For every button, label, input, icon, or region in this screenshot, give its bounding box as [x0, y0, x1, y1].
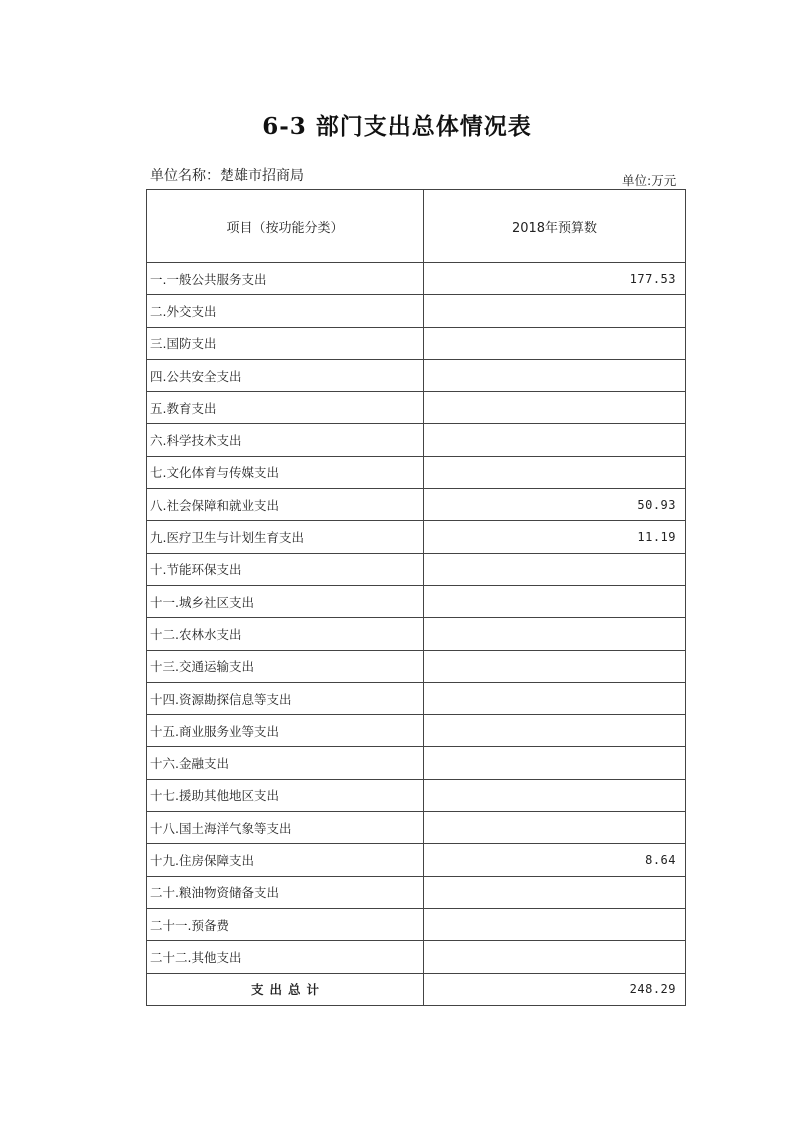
table-row	[147, 844, 686, 876]
table-row	[147, 908, 686, 940]
row-budget-value: 50.93	[424, 489, 686, 521]
row-budget-value	[424, 585, 686, 617]
row-budget-value	[424, 876, 686, 908]
table-header-row	[147, 190, 686, 263]
row-budget-value	[424, 941, 686, 973]
table-row	[147, 876, 686, 908]
table-row	[147, 489, 686, 521]
table-row	[147, 521, 686, 553]
row-item-name: 十七.援助其他地区支出	[147, 779, 424, 811]
row-budget-value: 8.64	[424, 844, 686, 876]
row-budget-value	[424, 779, 686, 811]
total-row	[147, 973, 686, 1005]
row-item-name: 十一.城乡社区支出	[147, 585, 424, 617]
table-row	[147, 779, 686, 811]
column-header-budget: 2018年预算数	[424, 190, 686, 263]
unit-measure: 单位:万元	[622, 173, 677, 188]
table-row	[147, 682, 686, 714]
table-row	[147, 263, 686, 295]
row-item-name: 十.节能环保支出	[147, 553, 424, 585]
row-budget-value	[424, 715, 686, 747]
row-budget-value: 11.19	[424, 521, 686, 553]
row-budget-value	[424, 392, 686, 424]
table-row	[147, 295, 686, 327]
row-budget-value	[424, 682, 686, 714]
row-item-name: 十八.国土海洋气象等支出	[147, 812, 424, 844]
table-row	[147, 392, 686, 424]
row-budget-value	[424, 327, 686, 359]
row-budget-value	[424, 424, 686, 456]
table-row	[147, 715, 686, 747]
table-row	[147, 359, 686, 391]
row-item-name: 三.国防支出	[147, 327, 424, 359]
row-item-name: 十二.农林水支出	[147, 618, 424, 650]
table-row	[147, 618, 686, 650]
row-budget-value	[424, 908, 686, 940]
unit-name: 单位名称：楚雄市招商局	[150, 168, 304, 184]
table-body	[147, 263, 686, 974]
table-row	[147, 941, 686, 973]
page-title: 6-3 部门支出总体情况表	[262, 113, 532, 140]
row-item-name: 一.一般公共服务支出	[147, 263, 424, 295]
row-budget-value	[424, 650, 686, 682]
table-row	[147, 812, 686, 844]
table-row	[147, 650, 686, 682]
row-item-name: 十九.住房保障支出	[147, 844, 424, 876]
row-budget-value	[424, 812, 686, 844]
row-budget-value	[424, 618, 686, 650]
table-row	[147, 327, 686, 359]
row-item-name: 十五.商业服务业等支出	[147, 715, 424, 747]
row-item-name: 十四.资源勘探信息等支出	[147, 682, 424, 714]
total-value: 248.29	[424, 973, 686, 1005]
budget-table	[146, 189, 686, 1006]
row-budget-value: 177.53	[424, 263, 686, 295]
table-row	[147, 424, 686, 456]
row-item-name: 十六.金融支出	[147, 747, 424, 779]
row-item-name: 六.科学技术支出	[147, 424, 424, 456]
table-row	[147, 747, 686, 779]
total-label: 支出总计	[147, 973, 424, 1005]
row-item-name: 五.教育支出	[147, 392, 424, 424]
table-row	[147, 553, 686, 585]
row-budget-value	[424, 456, 686, 488]
row-item-name: 二十二.其他支出	[147, 941, 424, 973]
row-item-name: 九.医疗卫生与计划生育支出	[147, 521, 424, 553]
row-item-name: 十三.交通运输支出	[147, 650, 424, 682]
row-budget-value	[424, 553, 686, 585]
row-item-name: 二十一.预备费	[147, 908, 424, 940]
row-budget-value	[424, 747, 686, 779]
row-item-name: 二.外交支出	[147, 295, 424, 327]
row-item-name: 二十.粮油物资储备支出	[147, 876, 424, 908]
column-header-item: 项目（按功能分类）	[147, 190, 424, 263]
row-budget-value	[424, 359, 686, 391]
row-item-name: 八.社会保障和就业支出	[147, 489, 424, 521]
row-budget-value	[424, 295, 686, 327]
row-item-name: 七.文化体育与传媒支出	[147, 456, 424, 488]
table-row	[147, 456, 686, 488]
row-item-name: 四.公共安全支出	[147, 359, 424, 391]
table-row	[147, 585, 686, 617]
